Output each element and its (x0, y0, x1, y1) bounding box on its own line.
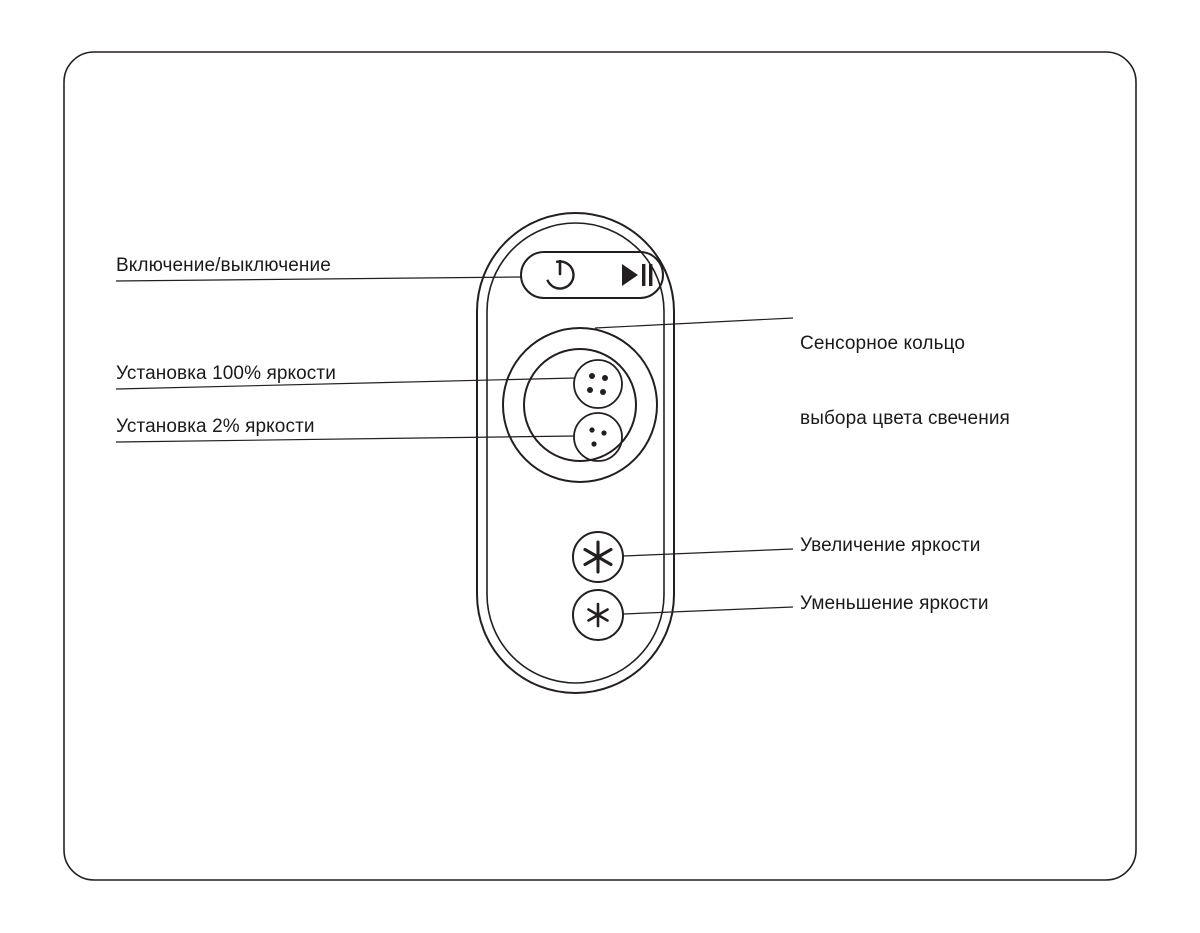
asterisk-small-icon (589, 604, 608, 626)
callout-label-brightness-2: Установка 2% яркости (116, 416, 315, 437)
callout-label-brightness-up: Увеличение яркости (800, 535, 981, 556)
callout-label-color-ring-line2: выбора цвета свечения (800, 408, 1010, 429)
brightness-100-button[interactable] (574, 360, 622, 408)
callout-label-color-ring-line1: Сенсорное кольцо (800, 333, 966, 354)
four-dots-icon (587, 373, 608, 395)
callout-label-brightness-100: Установка 100% яркости (116, 363, 336, 384)
play-pause-icon[interactable] (622, 264, 652, 286)
brightness-down-button[interactable] (573, 590, 623, 640)
top-button-pill[interactable] (521, 252, 663, 298)
callout-label-brightness-down: Уменьшение яркости (800, 593, 989, 614)
leader-line-brightness-up (623, 549, 793, 556)
leader-line-brightness-down (623, 607, 793, 614)
callout-label-color-ring (800, 281, 1010, 481)
brightness-2-button[interactable] (574, 413, 622, 461)
callout-label-power: Включение/выключение (116, 255, 331, 276)
color-touch-ring[interactable] (503, 328, 657, 482)
brightness-up-button[interactable] (573, 532, 623, 582)
asterisk-large-icon (585, 542, 611, 572)
three-dots-icon (589, 427, 606, 446)
power-icon[interactable] (543, 258, 576, 291)
leader-line-color-ring (595, 318, 793, 328)
